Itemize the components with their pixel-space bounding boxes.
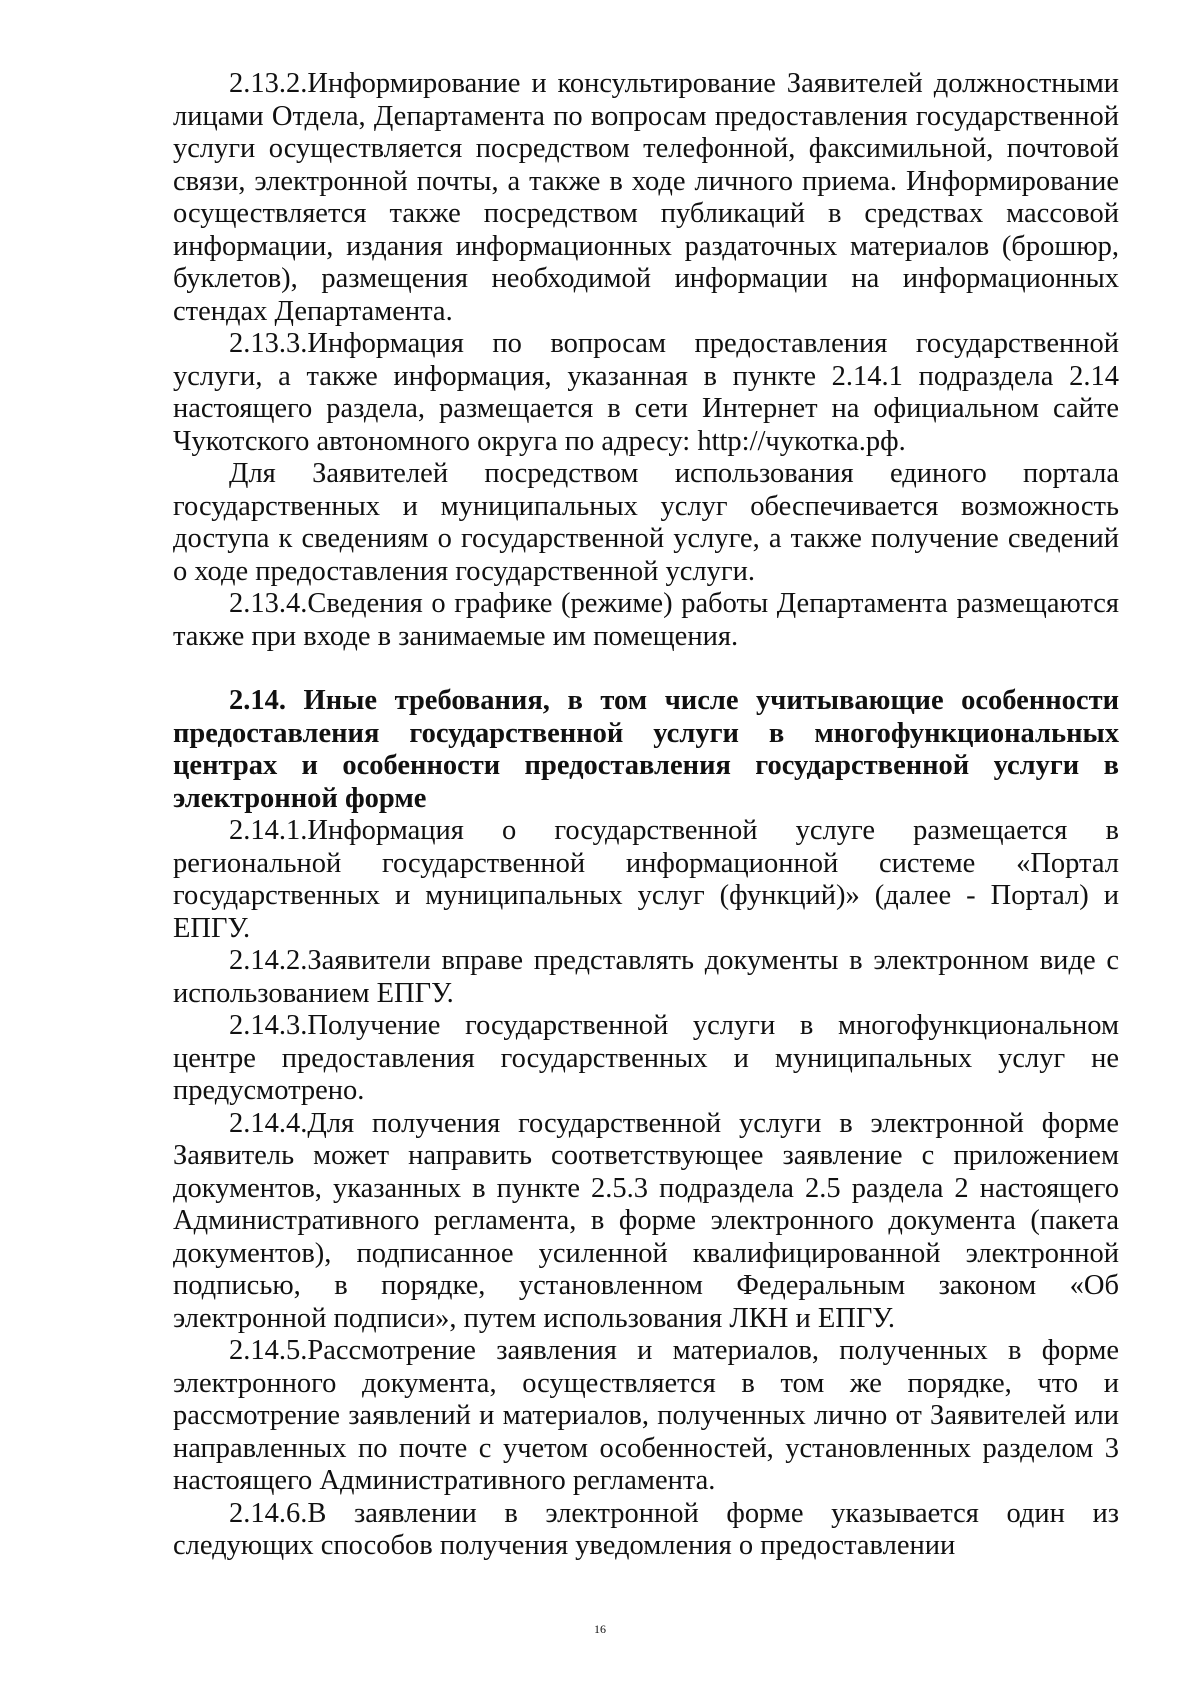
page-number: 16 bbox=[594, 1622, 606, 1636]
paragraph-2-14-5: 2.14.5.Рассмотрение заявления и материалов, полученных в форме электронного документа, осуществляется в том же порядке, что и рассмотрение заявлений и материалов, полученных лично от Заявителей или направленных по почте с учетом особенностей, установленных разделом 3 настоящего Административного регламента. bbox=[173, 1335, 1119, 1496]
paragraph-2-14-1: 2.14.1.Информация о государственной услуге размещается в региональной государственной информационной системе «Портал государственных и муниципальных услуг (функций)» (далее - Портал) и ЕПГУ. bbox=[173, 815, 1119, 944]
paragraph-2-14-3: 2.14.3.Получение государственной услуги в многофункциональном центре предоставления государственных и муниципальных услуг не предусмотрено. bbox=[173, 1010, 1119, 1106]
paragraph-2-14-2: 2.14.2.Заявители вправе представлять документы в электронном виде с использованием ЕПГУ. bbox=[173, 945, 1119, 1009]
document-body bbox=[173, 68, 1119, 1563]
paragraph-2-13-2: 2.13.2.Информирование и консультирование Заявителей должностными лицами Отдела, Департамента по вопросам предоставления государственной услуги осуществляется посредством телефонной, факсимильной, почтовой связи, электронной почты, а также в ходе личного приема. Информирование осуществляется также посредством публикаций в средствах массовой информации, издания информационных раздаточных материалов (брошюр, буклетов), размещения необходимой информации на информационных стендах Департамента. bbox=[173, 68, 1119, 327]
section-heading-2-14: 2.14. Иные требования, в том числе учитывающие особенности предоставления государственной услуги в многофункциональных центрах и особенности предоставления государственной услуги в электронной форме bbox=[173, 685, 1119, 814]
paragraph-portal-access: Для Заявителей посредством использования единого портала государственных и муниципальных услуг обеспечивается возможность доступа к сведениям о государственной услуге, а также получение сведений о ходе предоставления государственной услуги. bbox=[173, 458, 1119, 587]
paragraph-2-13-4: 2.13.4.Сведения о графике (режиме) работы Департамента размещаются также при входе в занимаемые им помещения. bbox=[173, 588, 1119, 652]
paragraph-2-14-6: 2.14.6.В заявлении в электронной форме указывается один из следующих способов получения уведомления о предоставлении bbox=[173, 1497, 1119, 1561]
paragraph-2-13-3: 2.13.3.Информация по вопросам предоставления государственной услуги, а также информация, указанная в пункте 2.14.1 подраздела 2.14 настоящего раздела, размещается в сети Интернет на официальном сайте Чукотского автономного округа по адресу: http://чукотка.рф. bbox=[173, 328, 1119, 457]
paragraph-2-14-4: 2.14.4.Для получения государственной услуги в электронной форме Заявитель может направить соответствующее заявление с приложением документов, указанных в пункте 2.5.3 подраздела 2.5 раздела 2 настоящего Административного регламента, в форме электронного документа (пакета документов), подписанное усиленной квалифицированной электронной подписью, в порядке, установленном Федеральным законом «Об электронной подписи», путем использования ЛКН и ЕПГУ. bbox=[173, 1107, 1119, 1334]
